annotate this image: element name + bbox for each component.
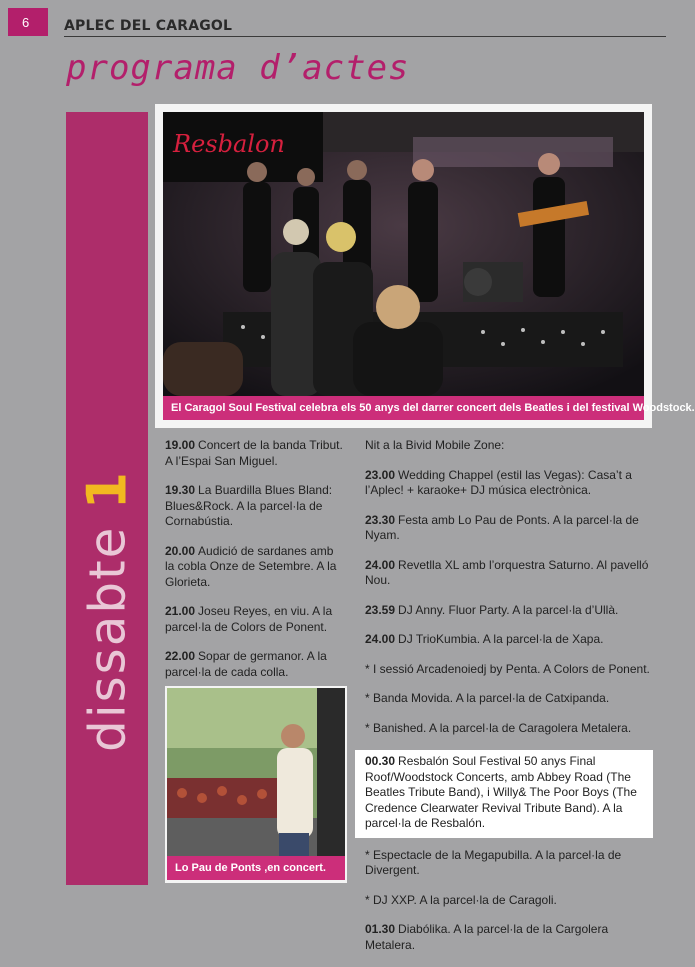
small-concert-illustration <box>167 688 345 856</box>
schedule-item <box>165 483 343 530</box>
schedule-item <box>365 468 650 499</box>
schedule-text: Diabólika. A la parcel·la de la Cargolera Metalera. <box>365 922 609 952</box>
schedule-item <box>365 603 650 619</box>
schedule-item <box>365 848 650 879</box>
schedule-text: Wedding Chappel (estil las Vegas): Casa’t a l’Aplec! + karaoke+ DJ música electrònica. <box>365 467 632 497</box>
page-number: 6 <box>8 8 48 36</box>
highlight-item <box>355 750 653 838</box>
schedule-item <box>365 691 650 707</box>
header-rule <box>64 36 666 37</box>
schedule-text: Banda Movida. A la parcel·la de Catxipanda. <box>373 691 610 705</box>
schedule-item <box>165 438 343 469</box>
day-label <box>66 112 148 885</box>
schedule-time: 24.00 <box>365 557 396 572</box>
schedule-item <box>365 513 650 544</box>
schedule-text: DJ XXP. A la parcel·la de Caragoli. <box>373 892 557 907</box>
main-photo-caption: El Caragol Soul Festival celebra els 50 anys del darrer concert dels Beatles i del festival Woodstock. <box>163 396 644 420</box>
schedule-item <box>365 662 650 678</box>
small-photo <box>167 688 345 856</box>
schedule-text: Concert de la banda Tribut. A l’Espai San Miguel. <box>165 438 343 468</box>
schedule-text: Audició de sardanes amb la cobla Onze de Setembre. A la Glorieta. <box>165 543 337 589</box>
concert-photo-illustration <box>163 112 644 396</box>
schedule-time: 19.30 <box>165 483 196 497</box>
small-photo-caption: Lo Pau de Ponts ,en concert. <box>167 856 345 880</box>
small-photo-frame <box>165 686 347 883</box>
schedule-text: Espectacle de la Megapubilla. A la parcel·la de Divergent. <box>365 847 622 877</box>
schedule-time: 22.00 <box>165 649 196 663</box>
schedule-time: 00.30 <box>365 754 396 768</box>
schedule-text: Resbalón Soul Festival 50 anys Final Roof/Woodstock Concerts, amb Abbey Road (The Beatles Tribute Band), i Willy& The Poor Boys (The Credence Clearwater Revival Tribute Band). A la parcel·la de Resbalón. <box>365 754 637 830</box>
schedule-time: 24.00 <box>365 632 396 646</box>
schedule-item <box>165 604 343 635</box>
schedule-bullet: * <box>365 720 370 735</box>
schedule-item <box>165 649 343 680</box>
schedule-text: DJ TrioKumbia. A la parcel·la de Xapa. <box>398 632 604 646</box>
day-number: 1 <box>75 471 139 510</box>
schedule-text: DJ Anny. Fluor Party. A la parcel·la d’Ullà. <box>398 602 619 617</box>
schedule-item <box>365 721 650 737</box>
schedule-text: Joseu Reyes, en viu. A la parcel·la de Colors de Ponent. <box>165 604 333 634</box>
header-title-part1: APLEC DEL <box>64 18 156 34</box>
schedule-bullet: * <box>365 847 370 862</box>
schedule-item <box>365 632 650 648</box>
schedule-time: 19.00 <box>165 438 196 452</box>
main-photo <box>163 112 644 396</box>
schedule-text: Revetlla XL amb l’orquestra Saturno. Al pavelló Nou. <box>365 557 649 587</box>
section-title: programa d’actes <box>66 48 410 88</box>
schedule-intro: Nit a la Bivid Mobile Zone: <box>365 438 505 452</box>
schedule-bullet: * <box>365 892 370 907</box>
header-title-part2: CARAGOL <box>155 18 233 34</box>
schedule-text: Festa amb Lo Pau de Ponts. A la parcel·la de Nyam. <box>365 512 639 542</box>
schedule-time: 23.00 <box>365 467 396 482</box>
header-title <box>64 18 232 34</box>
day-word: dissabte <box>78 525 136 753</box>
schedule-time: 23.30 <box>365 512 396 527</box>
right-column <box>365 438 650 967</box>
schedule-bullet: * <box>365 691 370 705</box>
schedule-text: I sessió Arcadenoiedj by Penta. A Colors de Ponent. <box>373 661 650 676</box>
left-column <box>165 438 343 694</box>
schedule-item <box>365 558 650 589</box>
schedule-time: 23.59 <box>365 602 396 617</box>
schedule-time: 20.00 <box>165 543 196 558</box>
schedule-text: Sopar de germanor. A la parcel·la de cada colla. <box>165 649 327 679</box>
schedule-item <box>365 893 650 909</box>
schedule-text: La Buardilla Blues Bland: Blues&Rock. A la parcel·la de Cornabústia. <box>165 483 333 528</box>
schedule-time: 21.00 <box>165 604 196 618</box>
schedule-item <box>365 922 650 953</box>
schedule-item <box>165 544 343 591</box>
main-photo-frame <box>155 104 695 428</box>
schedule-bullet: * <box>365 661 370 676</box>
schedule-text: Banished. A la parcel·la de Caragolera Metalera. <box>373 720 632 735</box>
schedule-time: 01.30 <box>365 922 396 936</box>
banner-text: Resbalon <box>173 130 285 158</box>
